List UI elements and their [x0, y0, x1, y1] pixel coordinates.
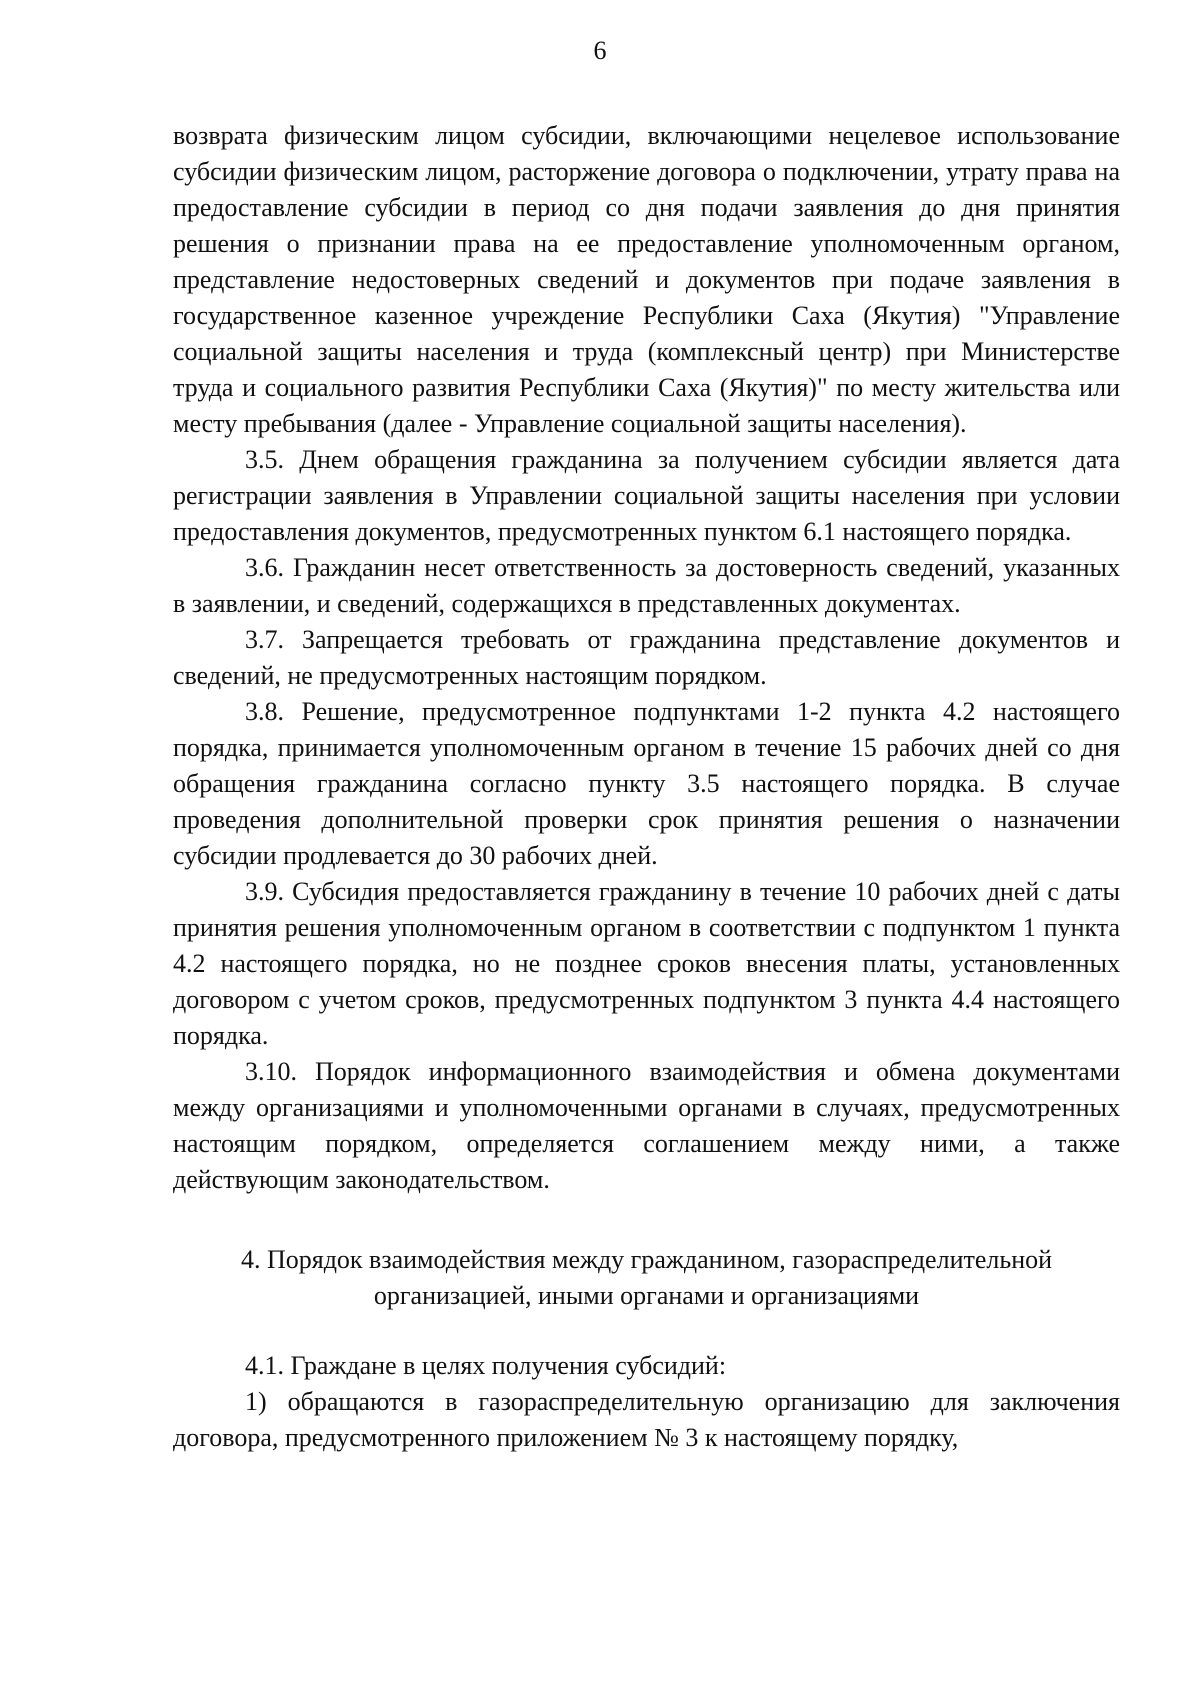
section-heading	[173, 1242, 1120, 1314]
paragraph-4-1: 4.1. Граждане в целях получения субсидий:	[245, 1351, 727, 1380]
document-body	[173, 118, 1120, 1456]
paragraph-continuation: возврата физическим лицом субсидии, включающими нецелевое использование субсидии физическим лицом, расторжение договора о подключении, утрату права на предоставление субсидии в период со дня подачи заявления до дня принятия решения о признании права на ее предоставление уполномоченным органом, представление недостоверных сведений и документов при подаче заявления в государственное казенное учреждение Республики Саха (Якутия) "Управление социальной защиты населения и труда (комплексный центр) при Министерстве труда и социального развития Республики Саха (Якутия)" по месту жительства или месту пребывания (далее - Управление социальной защиты населения).	[173, 121, 1120, 438]
paragraph-3-5: 3.5. Днем обращения гражданина за получением субсидии является дата регистрации заявления в Управлении социальной защиты населения при условии предоставления документов, предусмотренных пунктом 6.1 настоящего порядка.	[173, 445, 1120, 546]
paragraph-3-8: 3.8. Решение, предусмотренное подпунктами 1-2 пункта 4.2 настоящего порядка, принимается уполномоченным органом в течение 15 рабочих дней со дня обращения гражданина согласно пункту 3.5 настоящего порядка. В случае проведения дополнительной проверки срок принятия решения о назначении субсидии продлевается до 30 рабочих дней.	[173, 697, 1120, 870]
paragraph-4-1-item-1: 1) обращаются в газораспределительную организацию для заключения договора, предусмотренного приложением № 3 к настоящему порядку,	[173, 1387, 1120, 1452]
paragraph-3-9: 3.9. Субсидия предоставляется гражданину в течение 10 рабочих дней с даты принятия решения уполномоченным органом в соответствии с подпунктом 1 пункта 4.2 настоящего порядка, но не позднее сроков внесения платы, установленных договором с учетом сроков, предусмотренных подпунктом 3 пункта 4.4 настоящего порядка.	[173, 877, 1120, 1050]
section-heading-line-2: организацией, иными органами и организациями	[373, 1281, 920, 1310]
section-heading-line-1: 4. Порядок взаимодействия между гражданином, газораспределительной	[240, 1245, 1053, 1274]
paragraph-3-6: 3.6. Гражданин несет ответственность за достоверность сведений, указанных в заявлении, и сведений, содержащихся в представленных документах.	[173, 553, 1120, 618]
page-number: 6	[593, 36, 607, 65]
paragraph-3-10: 3.10. Порядок информационного взаимодействия и обмена документами между организациями и уполномоченными органами в случаях, предусмотренных настоящим порядком, определяется соглашением между ними, а также действующим законодательством.	[173, 1057, 1120, 1194]
paragraph-3-7: 3.7. Запрещается требовать от гражданина представление документов и сведений, не предусмотренных настоящим порядком.	[173, 625, 1120, 690]
